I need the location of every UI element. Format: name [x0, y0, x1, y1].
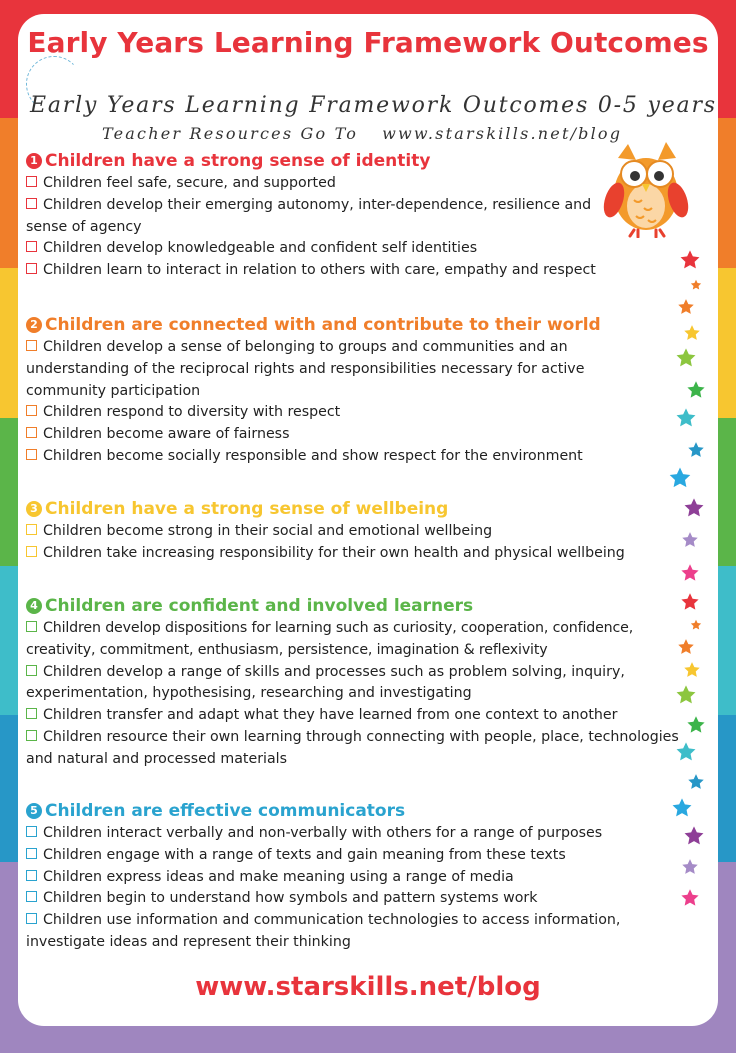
item-text: Children begin to understand how symbols and pattern systems work	[43, 890, 538, 907]
list-item	[26, 845, 686, 867]
star-icon	[686, 715, 706, 735]
star-icon	[671, 797, 693, 819]
item-text: Children feel safe, secure, and supported	[43, 175, 336, 191]
checkbox-icon	[26, 340, 37, 351]
item-text: Children become strong in their social and emotional wellbeing	[43, 523, 493, 539]
item-text: Children develop their emerging autonomy, inter-dependence, resilience and sense of agency	[26, 196, 592, 235]
list-item	[26, 888, 686, 910]
item-text: Children respond to diversity with respect	[43, 404, 341, 421]
teacher-resources-text: Teacher Resources Go To	[102, 124, 359, 143]
checkbox-icon	[26, 621, 37, 632]
checkbox-icon	[26, 891, 37, 902]
list-item	[26, 446, 686, 468]
section-connected	[26, 313, 686, 468]
star-icon	[687, 773, 705, 791]
star-icon	[679, 249, 701, 271]
list-item	[26, 238, 686, 260]
item-text: Children learn to interact in relation to others with care, empathy and respect	[43, 262, 596, 279]
page-title: Early Years Learning Framework Outcomes	[27, 26, 709, 59]
item-text: Children develop a range of skills and processes such as problem solving, inquiry, experimentation, hypothesising, researching and investigating	[26, 663, 625, 702]
section-communicators	[26, 799, 686, 954]
item-text: Children resource their own learning through connecting with people, place, technologies and natural and processed materials	[26, 728, 679, 767]
star-icon	[680, 563, 700, 583]
star-icon	[675, 741, 697, 763]
teacher-resources-url[interactable]: www.starskills.net/blog	[382, 124, 623, 143]
list-item	[26, 173, 686, 195]
section-identity	[26, 149, 686, 282]
item-text: Children express ideas and make meaning using a range of media	[43, 868, 514, 885]
checkbox-icon	[26, 730, 37, 741]
star-icon	[675, 407, 697, 429]
number-badge: 3	[26, 501, 42, 517]
section-heading	[26, 799, 686, 823]
item-text: Children develop dispositions for learning such as curiosity, cooperation, confidence, creativity, commitment, enthusiasm, persistence, imagination & reflexivity	[26, 620, 634, 658]
subtitle: Early Years Learning Framework Outcomes 0-5 years	[30, 93, 717, 118]
list-item	[26, 424, 686, 446]
list-item	[26, 662, 652, 706]
star-icon	[687, 441, 705, 459]
checkbox-icon	[26, 263, 37, 274]
list-item	[26, 618, 686, 662]
item-text: Children engage with a range of texts and gain meaning from these texts	[43, 846, 566, 863]
section-heading	[26, 149, 686, 173]
list-item	[26, 402, 686, 424]
checkbox-icon	[26, 241, 37, 252]
star-icon	[690, 619, 702, 631]
checkbox-icon	[26, 546, 37, 557]
item-text: Children become aware of fairness	[43, 426, 290, 443]
item-text: Children become socially responsible and show respect for the environment	[43, 447, 583, 464]
list-item	[26, 823, 686, 845]
section-wellbeing	[26, 497, 686, 565]
item-text: Children develop knowledgeable and confident self identities	[43, 240, 478, 257]
checkbox-icon	[26, 405, 37, 416]
item-text: Children transfer and adapt what they have learned from one context to another	[43, 707, 618, 724]
star-icon	[690, 279, 702, 291]
star-icon	[681, 858, 699, 876]
list-item	[26, 910, 686, 954]
star-icon	[677, 298, 695, 316]
star-icon	[675, 684, 697, 706]
list-item	[26, 521, 686, 543]
number-badge: 5	[26, 803, 42, 819]
number-badge: 4	[26, 598, 42, 614]
star-icon	[683, 324, 701, 342]
section-heading	[26, 313, 686, 337]
item-text: Children take increasing responsibility for their own health and physical wellbeing	[43, 544, 625, 561]
checkbox-icon	[26, 449, 37, 460]
list-item	[26, 543, 686, 565]
section-title: Children have a strong sense of identity	[45, 151, 431, 171]
star-icon	[683, 497, 705, 519]
list-item	[26, 867, 686, 889]
list-item	[26, 337, 652, 402]
section-title: Children are effective communicators	[45, 801, 406, 821]
star-icon	[683, 661, 701, 679]
number-badge: 1	[26, 153, 42, 169]
star-icon	[675, 347, 697, 369]
star-icon	[677, 638, 695, 656]
star-icon	[681, 531, 699, 549]
checkbox-icon	[26, 198, 37, 209]
checkbox-icon	[26, 913, 37, 924]
checkbox-icon	[26, 176, 37, 187]
item-text: Children interact verbally and non-verbally with others for a range of purposes	[43, 825, 603, 841]
section-title: Children are connected with and contribute to their world	[45, 315, 601, 335]
list-item	[26, 727, 686, 771]
section-title: Children are confident and involved learners	[45, 596, 474, 616]
checkbox-icon	[26, 427, 37, 438]
star-icon	[680, 592, 700, 612]
item-text: Children use information and communication technologies to access information, investigate ideas and represent their thinking	[26, 912, 621, 950]
section-learners	[26, 594, 686, 771]
footer-url[interactable]: www.starskills.net/blog	[195, 972, 541, 1002]
star-icon	[686, 380, 706, 400]
section-heading	[26, 594, 686, 618]
number-badge: 2	[26, 317, 42, 333]
list-item	[26, 195, 612, 239]
list-item	[26, 705, 686, 727]
checkbox-icon	[26, 826, 37, 837]
star-icon	[668, 466, 692, 490]
teacher-resources-line	[102, 124, 622, 143]
section-title: Children have a strong sense of wellbeing	[45, 499, 449, 519]
section-heading	[26, 497, 686, 521]
checkbox-icon	[26, 665, 37, 676]
checkbox-icon	[26, 870, 37, 881]
checkbox-icon	[26, 708, 37, 719]
checkbox-icon	[26, 848, 37, 859]
list-item	[26, 260, 686, 282]
star-icon	[683, 825, 705, 847]
star-icon	[680, 888, 700, 908]
item-text: Children develop a sense of belonging to groups and communities and an understanding of the reciprocal rights and responsibilities necessary for active community participation	[26, 339, 585, 399]
checkbox-icon	[26, 524, 37, 535]
